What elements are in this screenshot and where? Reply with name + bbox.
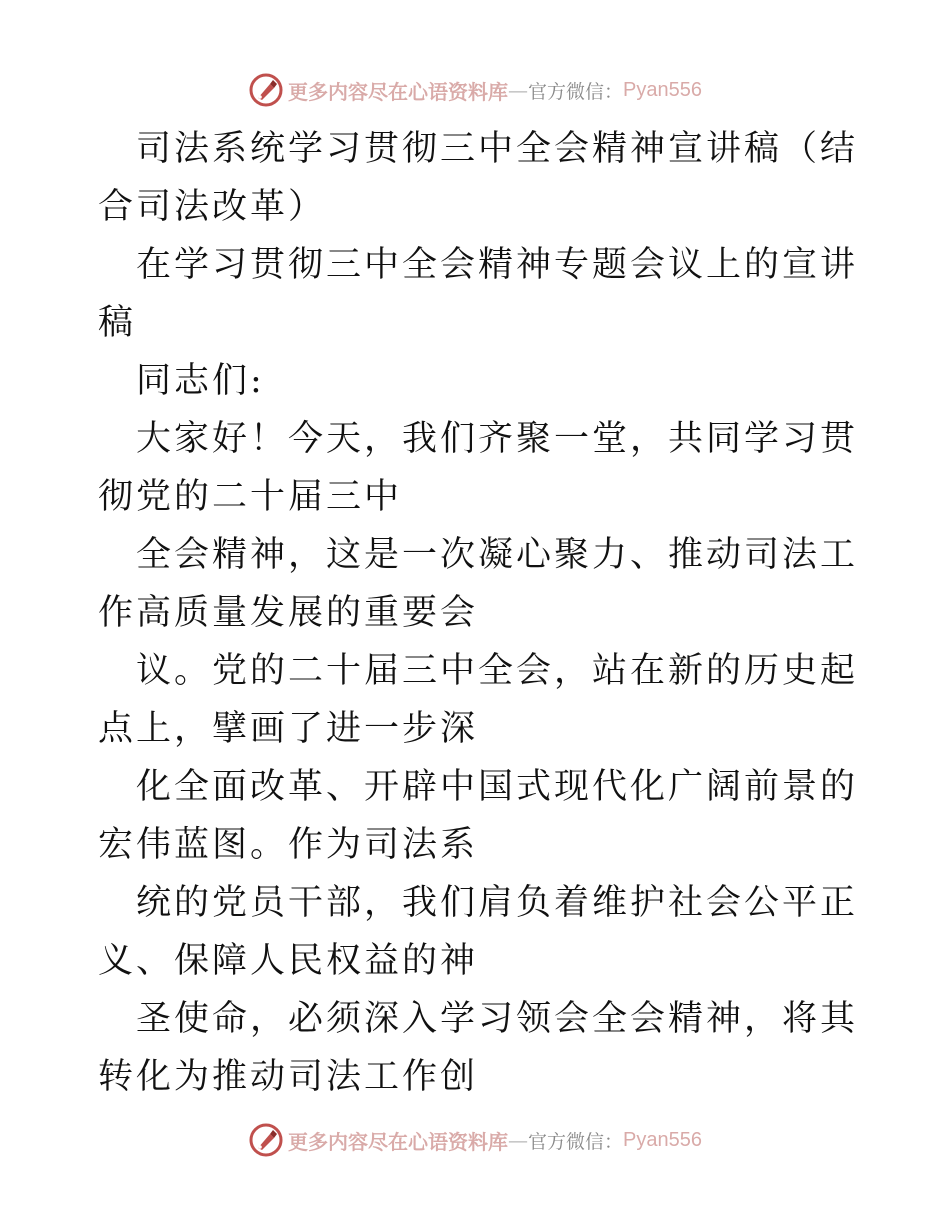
header-banner-separator: —: [508, 78, 528, 102]
body-paragraph: 化全面改革、开辟中国式现代化广阔前景的宏伟蓝图。作为司法系: [98, 767, 859, 865]
body-paragraph: 大家好！今天，我们齐聚一堂，共同学习贯彻党的二十届三中: [98, 419, 859, 517]
body-paragraph: 议。党的二十届三中全会，站在新的历史起点上，擘画了进一步深: [98, 651, 859, 749]
header-banner-text: 更多内容尽在心语资料库: [288, 79, 508, 104]
body-paragraph: 统的党员干部，我们肩负着维护社会公平正义、保障人民权益的神: [98, 883, 859, 981]
body-paragraph: 圣使命，必须深入学习领会全会精神，将其转化为推动司法工作创: [98, 999, 859, 1097]
footer-wechat-id: Pyan556: [623, 1128, 702, 1151]
pen-nib-logo-icon: [248, 1122, 284, 1158]
pen-nib-logo-icon: [248, 72, 284, 108]
footer-watermark-banner: [0, 1120, 950, 1160]
document-subtitle: 在学习贯彻三中全会精神专题会议上的宣讲稿: [98, 245, 859, 343]
footer-wechat-label: 官方微信：: [528, 1130, 624, 1153]
document-body: [98, 120, 858, 1106]
header-watermark-banner: [0, 70, 950, 110]
body-paragraph: 全会精神，这是一次凝心聚力、推动司法工作高质量发展的重要会: [98, 535, 859, 633]
salutation: 同志们:: [136, 361, 265, 401]
document-title: 司法系统学习贯彻三中全会精神宣讲稿（结合司法改革）: [98, 129, 859, 227]
footer-banner-separator: —: [508, 1128, 528, 1152]
header-wechat-label: 官方微信：: [528, 80, 624, 103]
header-wechat-id: Pyan556: [623, 78, 702, 101]
footer-banner-text: 更多内容尽在心语资料库: [288, 1129, 508, 1154]
